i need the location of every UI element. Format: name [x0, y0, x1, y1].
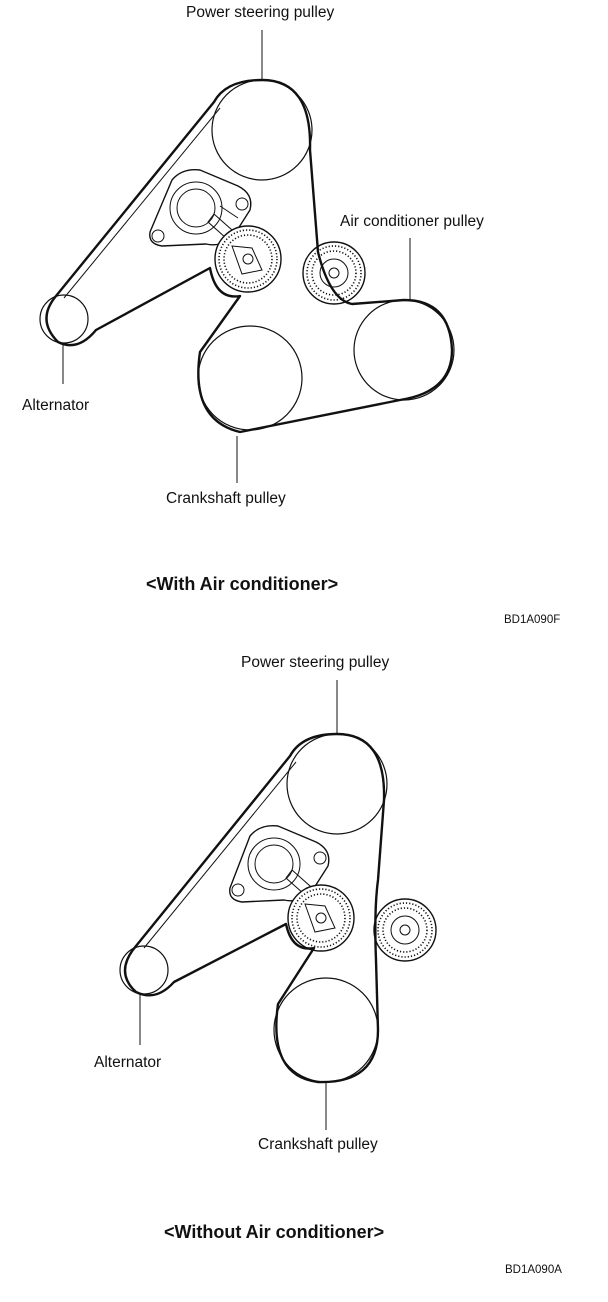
- label-crankshaft-pulley: Crankshaft pulley: [166, 490, 286, 507]
- crankshaft-pulley: [198, 326, 302, 430]
- label-alternator: Alternator: [22, 397, 90, 414]
- label-air-conditioner-pulley: Air conditioner pulley: [340, 213, 484, 230]
- diagram-without-air-conditioner: [94, 654, 562, 1276]
- label-power-steering-pulley: Power steering pulley: [186, 4, 335, 21]
- label-alternator-2: Alternator: [94, 1054, 162, 1071]
- label-crankshaft-pulley-2: Crankshaft pulley: [258, 1136, 378, 1153]
- alternator-pulley-2: [120, 946, 168, 994]
- idler-pulley-2: [374, 899, 436, 961]
- figure-code-bottom: BD1A090A: [505, 1264, 562, 1276]
- figure-code-top: BD1A090F: [504, 614, 561, 626]
- belt-tensioner: [150, 170, 281, 292]
- caption-with-air-conditioner: <With Air conditioner>: [146, 574, 339, 594]
- diagram-with-air-conditioner: [22, 4, 560, 626]
- label-power-steering-pulley-2: Power steering pulley: [241, 654, 390, 671]
- crankshaft-pulley-2: [274, 978, 378, 1082]
- caption-without-air-conditioner: <Without Air conditioner>: [164, 1222, 385, 1242]
- idler-pulley: [303, 242, 365, 304]
- belt-tensioner-2: [230, 826, 354, 951]
